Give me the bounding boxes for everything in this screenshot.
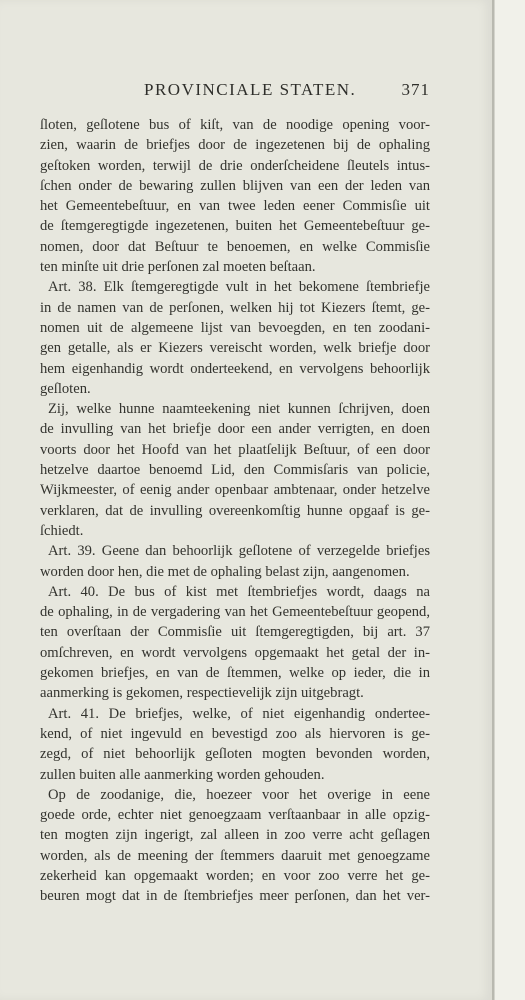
text-line: nomen, door dat Beſtuur te benoemen, en welke Commisſie: [40, 238, 430, 255]
text-line: worden, als de meening der ſtemmers daaruit met genoegzame: [40, 847, 430, 864]
text-line: in de namen van de perſonen, welken hij tot Kiezers ſtemt, ge-: [40, 299, 430, 316]
text-line: ten overſtaan der Commisſie uit ſtemgeregtigden, bij art. 37: [40, 624, 430, 641]
text-line: de ophaling, in de vergadering van het Gemeentebeſtuur geopend,: [40, 604, 430, 621]
text-line: kend, of niet ingevuld en bevestigd zoo als hiervoren is ge-: [40, 725, 430, 742]
text-line: beuren mogt dat in de ſtembriefjes meer perſonen, dan het ver-: [40, 888, 430, 905]
text-line: Wijkmeester, of eenig ander openbaar ambtenaar, onder hetzelve: [40, 482, 430, 499]
text-line: hetzelve daartoe benoemd Lid, den Commisſaris van policie,: [40, 462, 430, 479]
body-text: [40, 115, 430, 907]
text-line: geſtoken worden, terwijl de drie onderſcheidene ſleutels intus-: [40, 157, 430, 174]
text-line: voorts door het Hoofd van het plaatſelijk Beſtuur, of een door: [40, 441, 430, 458]
text-line: Art. 39. Geene dan behoorlijk geſlotene of verzegelde briefjes: [48, 543, 430, 560]
text-line: verklaren, dat de invulling overeenkomſtig hunne opgaaf is ge-: [40, 502, 430, 519]
page-number: 371: [401, 80, 430, 99]
text-line: Art. 41. De briefjes, welke, of niet eigenhandig ondertee-: [48, 705, 430, 722]
text-line: geſloten.: [40, 380, 91, 397]
text-line: zekerheid kan opgemaakt worden; en voor zoo verre het ge-: [40, 867, 430, 884]
text-line: gekomen briefjes, en van de ſtemmen, welke op ieder, die in: [40, 665, 430, 682]
text-line: ten mogten zijn ingerigt, zal alleen in zoo verre acht geſlagen: [40, 827, 430, 844]
text-line: zien, waarin de briefjes door de ingezetenen bij de ophaling: [40, 137, 430, 154]
text-line: aanmerking is gekomen, respectievelijk zijn uitgebragt.: [40, 685, 364, 702]
text-line: nomen uit de algemeene lijst van bevoegden, en ten zoodani-: [40, 319, 430, 336]
text-line: ſchiedt.: [40, 522, 84, 539]
page-edge: [494, 0, 525, 1000]
text-line: ſloten, geſlotene bus of kiſt, van de noodige opening voor-: [40, 117, 430, 133]
text-line: gen getalle, als er Kiezers vereischt worden, welk briefje door: [40, 340, 430, 357]
text-line: ten minſte uit drie perſonen zal moeten beſtaan.: [40, 259, 316, 276]
text-line: Zij, welke hunne naamteekening niet kunnen ſchrijven, doen: [48, 401, 430, 418]
text-line: de ſtemgeregtigde ingezetenen, buiten het Gemeentebeſtuur ge-: [40, 218, 430, 235]
text-line: Art. 38. Elk ſtemgeregtigde vult in het bekomene ſtembriefje: [48, 279, 430, 296]
text-line: omſchreven, en wordt vervolgens opgemaakt het getal der in-: [40, 644, 430, 661]
text-line: goede orde, echter niet genoegzaam verſtaanbaar in alle opzig-: [40, 807, 430, 824]
text-line: Op de zoodanige, die, hoezeer voor het overige in eene: [48, 786, 430, 803]
text-line: zegd, of niet behoorlijk geſloten mogten bevonden worden,: [40, 746, 430, 763]
text-line: het Gemeentebeſtuur, en van twee leden eener Commisſie uit: [40, 198, 430, 215]
text-line: de invulling van het briefje door een ander verrigten, en doen: [40, 421, 430, 438]
text-line: hem eigenhandig wordt onderteekend, en vervolgens behoorlijk: [40, 360, 430, 377]
page-header: [40, 80, 430, 104]
text-line: Art. 40. De bus of kist met ſtembriefjes wordt, daags na: [48, 583, 430, 600]
text-line: ſchen onder de bewaring zullen blijven van een der leden van: [40, 177, 430, 194]
text-line: zullen buiten alle aanmerking worden gehouden.: [40, 766, 325, 783]
text-line: worden door hen, die met de ophaling belast zijn, aangenomen.: [40, 563, 410, 580]
running-title: PROVINCIALE STATEN.: [144, 80, 357, 99]
